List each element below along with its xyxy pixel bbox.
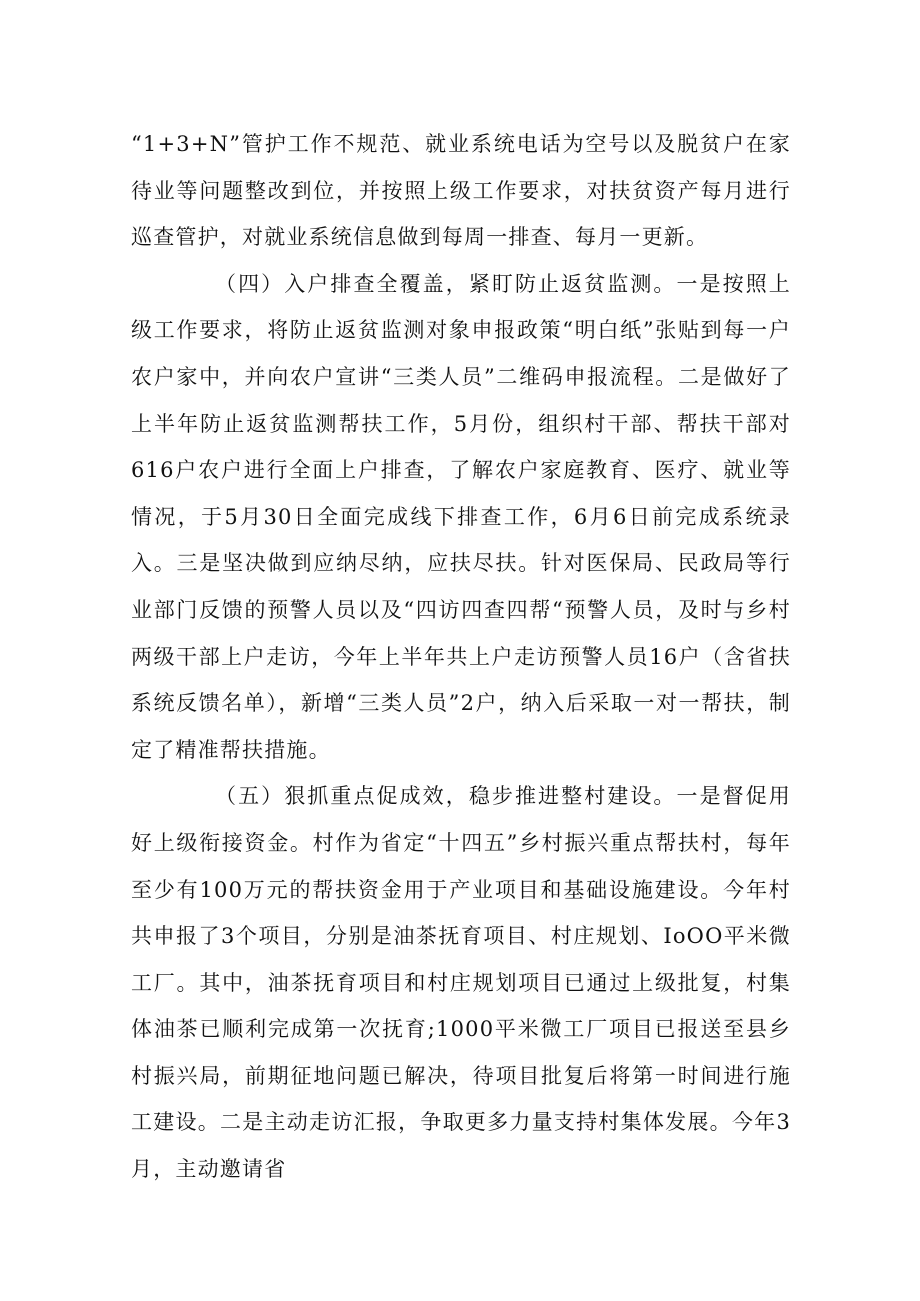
document-body xyxy=(131,121,791,1193)
paragraph-continuation: “1+3+N”管护工作不规范、就业系统电话为空号以及脱贫户在家待业等问题整改到位，并按照上级工作要求，对扶贫资产每月进行巡查管护，对就业系统信息做到每周一排查、每月一更新。 xyxy=(131,132,791,250)
paragraph-section-5: （五）狠抓重点促成效，稳步推进整村建设。一是督促用好上级衔接资金。村作为省定“十四五”乡村振兴重点帮扶村，每年至少有100万元的帮扶资金用于产业项目和基础设施建设。今年村共申报了3个项目，分别是油茶抚育项目、村庄规划、IoOO平米微工厂。其中，油茶抚育项目和村庄规划项目已通过上级批复，村集体油茶已顺利完成第一次抚育;1000平米微工厂项目已报送至县乡村振兴局，前期征地问题已解决，待项目批复后将第一时间进行施工建设。二是主动走访汇报，争取更多力量支持村集体发展。今年3月，主动邀请省 xyxy=(131,784,791,1182)
paragraph-section-4: （四）入户排查全覆盖，紧盯防止返贫监测。一是按照上级工作要求，将防止返贫监测对象申报政策“明白纸”张贴到每一户农户家中，并向农户宣讲“三类人员”二维码申报流程。二是做好了上半年防止返贫监测帮扶工作，5月份，组织村干部、帮扶干部对616户农户进行全面上户排查，了解农户家庭教育、医疗、就业等情况，于5月30日全面完成线下排查工作，6月6日前完成系统录入。三是坚决做到应纳尽纳，应扶尽扶。针对医保局、民政局等行业部门反馈的预警人员以及“四访四查四帮“预警人员，及时与乡村两级干部上户走访，今年上半年共上户走访预警人员16户（含省扶系统反馈名单），新增“三类人员”2户，纳入后采取一对一帮扶，制定了精准帮扶措施。 xyxy=(131,271,791,762)
